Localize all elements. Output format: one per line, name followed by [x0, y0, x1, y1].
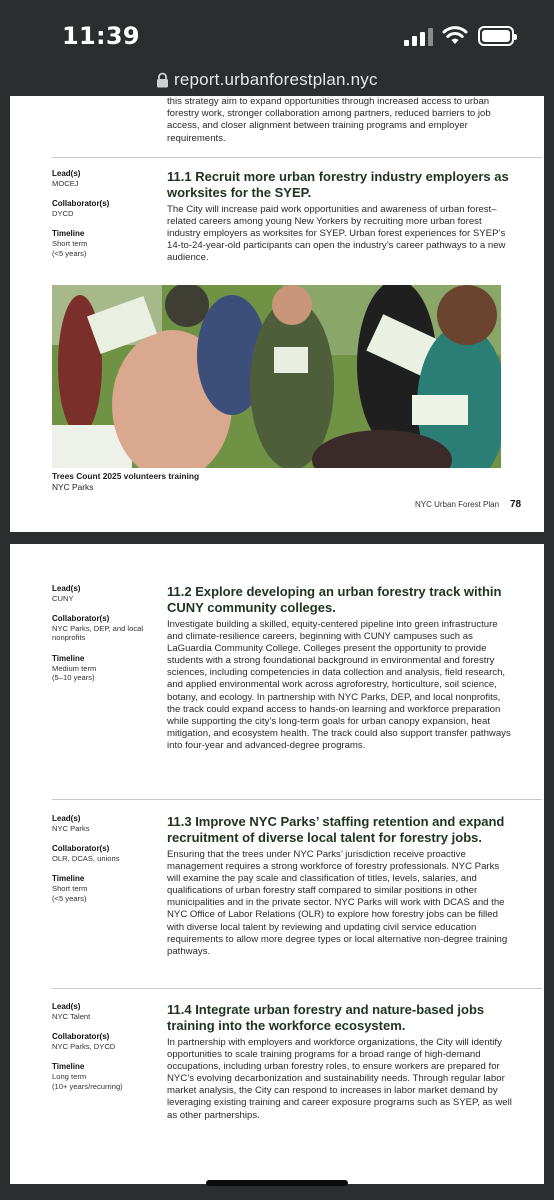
page-number: 78 — [510, 499, 522, 510]
section-body: Ensuring that the trees under NYC Parks’ jurisdiction receive proactive management requires a strong workforce of forestry professionals. NYC Parks will examine the pay scale and classification of titles, levels, salaries, and qualifications of urban forestry staff compared to similar positions in other municipalities and in the private sector. NYC Parks will work with DCAS and the NYC Office of Labor Relations (OLR) to explore how forestry jobs can be filled with diverse local talent by reviewing and updating civil service education requirements to allow more degree types or local alternative non-degree training pathways. — [167, 849, 508, 957]
timeline-note: (<5 years) — [52, 893, 87, 903]
section-title: 11.1 Recruit more urban forestry industry employers as worksites for the SYEP. — [167, 169, 509, 200]
section-11-4-meta — [52, 1002, 152, 1102]
battery-icon — [478, 26, 514, 46]
section-divider — [52, 157, 542, 158]
collaborator-value: DYCD — [52, 208, 74, 218]
section-title: 11.4 Integrate urban forestry and nature-based jobs training into the workforce ecosystem. — [167, 1002, 485, 1033]
volunteers-training-photo — [52, 285, 501, 468]
section-title: 11.2 Explore developing an urban forestry track within CUNY community colleges. — [167, 584, 502, 615]
lock-icon — [156, 72, 169, 88]
lead-label: Lead(s) — [52, 584, 81, 593]
timeline-value: Short term — [52, 238, 88, 248]
address-bar[interactable] — [0, 64, 554, 96]
timeline-note: (<5 years) — [52, 248, 87, 258]
section-body: In partnership with employers and workforce organizations, the City will identify opportunities to scale training programs for a broad range of high-demand occupations, including urban forestry roles, to ensure workers are prepared for NYC’s evolving decarbonization and sustainability needs. Through regular labor market analysis, the City can respond to increases in labor market demand by leveraging existing training and career exposure programs such as SYEP, as well as other partnerships. — [167, 1037, 512, 1121]
collaborator-value: NYC Parks, DEP, and local nonprofits — [52, 623, 144, 643]
section-divider — [52, 988, 542, 989]
section-body: The City will increase paid work opportunities and awareness of urban forest–related careers among young New Yorkers by recruiting more urban forest industry employers as worksites for SYEP. Urban forest experiences for SYEP’s 14-to-24-year-old participants can open the industry’s career pathways to a new audience. — [167, 204, 506, 264]
section-11-1-meta — [52, 169, 152, 269]
timeline-label: Timeline — [52, 1062, 85, 1072]
collaborator-label: Collaborator(s) — [52, 844, 110, 854]
lead-value: CUNY — [52, 593, 74, 603]
timeline-label: Timeline — [52, 874, 85, 884]
timeline-value: Medium term — [52, 663, 97, 673]
timeline-label: Timeline — [52, 229, 85, 239]
collaborator-label: Collaborator(s) — [52, 199, 110, 209]
lead-value: NYC Talent — [52, 1011, 91, 1021]
collaborator-value: NYC Parks, DYCD — [52, 1041, 116, 1051]
cellular-signal-icon — [404, 28, 434, 46]
section-body: Investigate building a skilled, equity-centered pipeline into green infrastructure and climate-resilience careers, beginning with CUNY campuses such as LaGuardia Community College. Colleges present the opportunity to provide students with a strong foundational background in environmental and forestry sciences, including competencies in data collection and analysis, field research, and applied environmental work across agroforestry, horticulture, soil science, botany, and ecology. In partnership with NYC Parks, DEP, and local nonprofits, the track could expand access to hands-on learning and workforce preparation while supporting the city’s long-term goals for urban canopy expansion, heat mitigation, and ecosystem health. The track could also support transfer pathways into four-year and advanced-degree programs. — [167, 619, 511, 751]
section-divider — [52, 799, 542, 800]
section-11-4 — [167, 1002, 513, 1122]
section-11-2 — [167, 584, 513, 752]
timeline-value: Long term — [52, 1071, 87, 1081]
lead-label: Lead(s) — [52, 814, 81, 823]
timeline-value: Short term — [52, 883, 88, 893]
caption-title: Trees Count 2025 volunteers training — [52, 471, 200, 481]
url-text[interactable]: report.urbanforestplan.nyc — [174, 70, 378, 89]
section-11-1 — [167, 169, 513, 264]
collaborator-label: Collaborator(s) — [52, 1032, 110, 1042]
caption-credit: NYC Parks — [52, 481, 94, 492]
footer-title: NYC Urban Forest Plan — [415, 500, 500, 509]
lead-value: NYC Parks — [52, 823, 90, 833]
lead-label: Lead(s) — [52, 1002, 81, 1011]
collaborator-value: OLR, DCAS, unions — [52, 853, 120, 863]
photo-caption — [52, 471, 199, 492]
lead-label: Lead(s) — [52, 169, 81, 178]
wifi-icon — [442, 25, 468, 45]
timeline-label: Timeline — [52, 653, 85, 663]
timeline-note: (10+ years/recurring) — [52, 1081, 123, 1091]
section-title: 11.3 Improve NYC Parks’ staffing retention and expand recruitment of diverse local talent for forestry jobs. — [167, 814, 505, 845]
section-11-3 — [167, 814, 513, 958]
lead-value: MOCEJ — [52, 178, 79, 188]
timeline-note: (5–10 years) — [52, 673, 95, 683]
collaborator-label: Collaborator(s) — [52, 614, 110, 624]
section-11-2-meta — [52, 584, 152, 694]
document-page-78 — [10, 96, 544, 532]
section-11-3-meta — [52, 814, 152, 914]
clock: 11:39 — [62, 22, 140, 50]
document-page-79 — [10, 544, 544, 1184]
status-bar — [0, 0, 554, 64]
intro-paragraph: this strategy aim to expand opportunities through increased access to urban forestry work, stronger collaboration among partners, reduced barriers to job access, and closer alignment between training programs and employer requirements. — [167, 96, 491, 144]
home-indicator[interactable] — [206, 1180, 348, 1186]
